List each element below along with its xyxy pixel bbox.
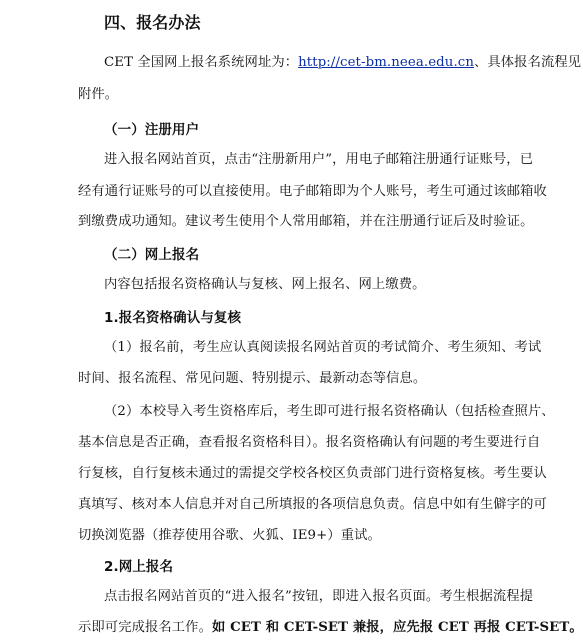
sub2-line-2-plain: 示即可完成报名工作。 <box>78 620 212 635</box>
intro-line-2: 附件。 <box>78 87 119 102</box>
part2-intro: 内容包括报名资格确认与复核、网上报名、网上缴费。 <box>104 277 426 292</box>
sub1-p2-line-5: 切换浏览器（推荐使用谷歌、火狐、IE9+）重试。 <box>78 528 381 543</box>
sub1-p1-line-2: 时间、报名流程、常见问题、特别提示、最新动态等信息。 <box>78 371 427 386</box>
sub2-line-2 <box>78 619 583 637</box>
sub1-p2-line-2: 基本信息是否正确，查看报名资格科目）。报名资格确认有问题的考生要进行自 <box>78 435 541 450</box>
part1-line-3: 到缴费成功通知。建议考生使用个人常用邮箱，并在注册通行证后及时验证。 <box>78 214 534 229</box>
part1-line-1: 进入报名网站首页，点击“注册新用户”，用电子邮箱注册通行证账号，已 <box>104 152 534 167</box>
section-title: 四、报名办法 <box>104 13 201 32</box>
sub1-p2-line-4: 真填写、核对本人信息并对自己所填报的各项信息负责。信息中如有生僻字的可 <box>78 497 547 512</box>
intro-text-post: 、具体报名流程见 <box>473 55 582 70</box>
sub1-heading: 1.报名资格确认与复核 <box>104 310 242 326</box>
sub1-p1-line-1: （1）报名前，考生应认真阅读报名网站首页的考试简介、考生须知、考试 <box>104 340 542 355</box>
sub1-p2-line-3: 行复核，自行复核未通过的需提交学校各校区负责部门进行资格复核。考生要认 <box>78 466 547 481</box>
sub2-heading: 2.网上报名 <box>104 559 174 575</box>
sub1-p2-line-1: （2）本校导入考生资格库后，考生即可进行报名资格确认（包括检查照片、 <box>104 404 555 419</box>
part2-heading: （二）网上报名 <box>104 247 200 263</box>
part1-heading: （一）注册用户 <box>104 122 200 138</box>
intro-text-pre: CET 全国网上报名系统网址为： <box>104 55 299 70</box>
intro-line-1 <box>104 54 581 72</box>
part1-line-2: 经有通行证账号的可以直接使用。电子邮箱即为个人账号，考生可通过该邮箱收 <box>78 184 547 199</box>
sub2-line-1: 点击报名网站首页的“进入报名”按钮，即进入报名页面。考生根据流程提 <box>104 589 534 604</box>
registration-url-link[interactable]: http://cet-bm.neea.edu.cn <box>298 55 474 70</box>
sub2-line-2-bold: 如 CET 和 CET-SET 兼报，应先报 CET 再报 CET-SET。 <box>211 620 583 635</box>
